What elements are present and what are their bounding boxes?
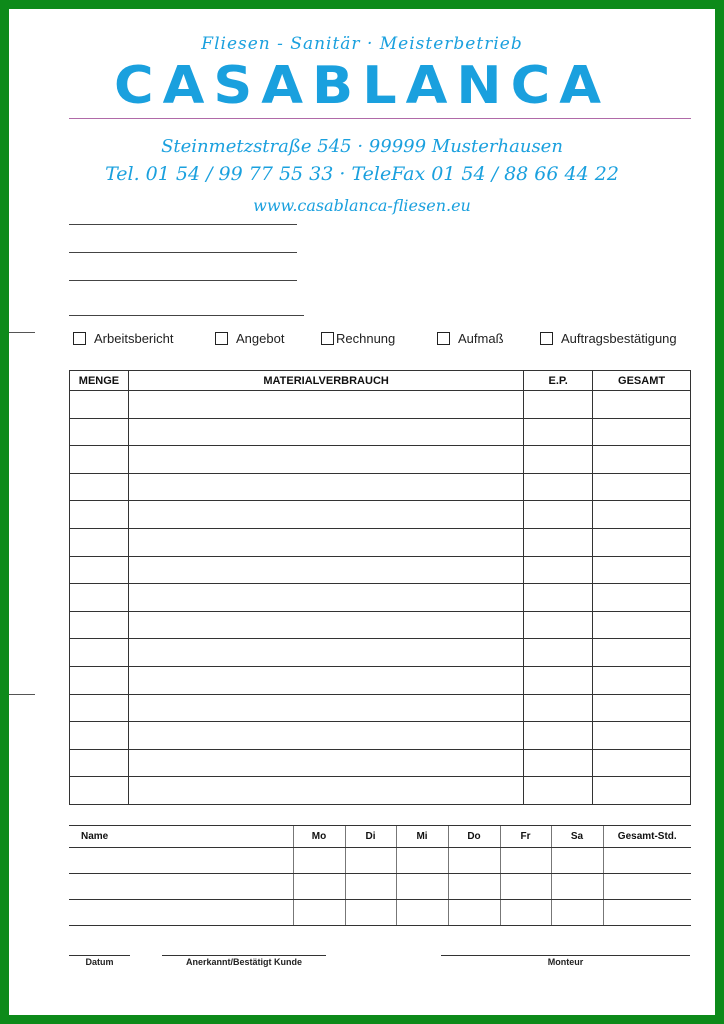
company-subtitle: Fliesen - Sanitär · Meisterbetrieb bbox=[201, 34, 523, 54]
customer-line-3[interactable] bbox=[69, 280, 297, 281]
material-cell-menge[interactable] bbox=[70, 639, 129, 667]
checkbox[interactable] bbox=[215, 332, 228, 345]
material-cell-gesamt[interactable] bbox=[593, 501, 691, 529]
material-cell-ep[interactable] bbox=[524, 722, 593, 750]
hours-cell-fr[interactable] bbox=[500, 874, 551, 900]
material-row bbox=[70, 722, 691, 750]
material-cell-material[interactable] bbox=[128, 501, 523, 529]
material-cell-material[interactable] bbox=[128, 666, 523, 694]
material-row bbox=[70, 473, 691, 501]
material-cell-material[interactable] bbox=[128, 418, 523, 446]
material-cell-menge[interactable] bbox=[70, 473, 129, 501]
company-website: www.casablanca-fliesen.eu bbox=[253, 196, 471, 215]
hours-row bbox=[69, 848, 691, 874]
checkbox[interactable] bbox=[540, 332, 553, 345]
column-header-mo: Mo bbox=[293, 826, 345, 848]
customer-signature-line[interactable] bbox=[162, 955, 326, 956]
hours-cell-sa[interactable] bbox=[551, 900, 603, 926]
hours-cell-mo[interactable] bbox=[293, 874, 345, 900]
material-cell-ep[interactable] bbox=[524, 418, 593, 446]
column-header-di: Di bbox=[345, 826, 396, 848]
hours-cell-di[interactable] bbox=[345, 900, 396, 926]
material-row bbox=[70, 391, 691, 419]
material-cell-material[interactable] bbox=[128, 722, 523, 750]
option-label: Rechnung bbox=[336, 331, 396, 346]
material-cell-material[interactable] bbox=[128, 749, 523, 777]
material-cell-menge[interactable] bbox=[70, 666, 129, 694]
fitter-signature-line[interactable] bbox=[441, 955, 690, 956]
material-cell-material[interactable] bbox=[128, 584, 523, 612]
column-header-fr: Fr bbox=[500, 826, 551, 848]
hours-cell-mo[interactable] bbox=[293, 900, 345, 926]
column-header-gesamt: GESAMT bbox=[593, 371, 691, 391]
hours-cell-fr[interactable] bbox=[500, 900, 551, 926]
option-label: Angebot bbox=[236, 331, 285, 346]
material-cell-menge[interactable] bbox=[70, 694, 129, 722]
material-cell-material[interactable] bbox=[128, 611, 523, 639]
material-cell-menge[interactable] bbox=[70, 611, 129, 639]
hours-rows bbox=[69, 848, 691, 926]
material-cell-gesamt[interactable] bbox=[593, 528, 691, 556]
material-cell-ep[interactable] bbox=[524, 749, 593, 777]
material-cell-ep[interactable] bbox=[524, 639, 593, 667]
customer-line-4[interactable] bbox=[69, 315, 304, 316]
hours-cell-name[interactable] bbox=[69, 900, 293, 926]
option-arbeitsbericht[interactable] bbox=[73, 331, 173, 346]
material-cell-gesamt[interactable] bbox=[593, 418, 691, 446]
material-row bbox=[70, 528, 691, 556]
material-cell-gesamt[interactable] bbox=[593, 584, 691, 612]
material-row bbox=[70, 501, 691, 529]
option-rechnung[interactable] bbox=[321, 331, 395, 346]
hours-cell-mi[interactable] bbox=[396, 848, 448, 874]
hours-row bbox=[69, 900, 691, 926]
option-label: Arbeitsbericht bbox=[94, 331, 174, 346]
material-cell-menge[interactable] bbox=[70, 446, 129, 474]
customer-line-2[interactable] bbox=[69, 252, 297, 253]
material-row bbox=[70, 666, 691, 694]
hours-header-row bbox=[69, 826, 691, 848]
fold-mark-bottom bbox=[9, 694, 35, 695]
hours-cell-fr[interactable] bbox=[500, 848, 551, 874]
material-row bbox=[70, 556, 691, 584]
column-header-mi: Mi bbox=[396, 826, 448, 848]
option-label: Auftragsbestätigung bbox=[561, 331, 677, 346]
material-cell-ep[interactable] bbox=[524, 501, 593, 529]
hours-cell-gesamt[interactable] bbox=[603, 848, 691, 874]
column-header-sa: Sa bbox=[551, 826, 603, 848]
material-cell-menge[interactable] bbox=[70, 528, 129, 556]
column-header-do: Do bbox=[448, 826, 500, 848]
material-cell-gesamt[interactable] bbox=[593, 749, 691, 777]
material-cell-material[interactable] bbox=[128, 446, 523, 474]
material-cell-gesamt[interactable] bbox=[593, 722, 691, 750]
option-label: Aufmaß bbox=[458, 331, 504, 346]
material-cell-material[interactable] bbox=[128, 528, 523, 556]
material-cell-gesamt[interactable] bbox=[593, 473, 691, 501]
hours-cell-do[interactable] bbox=[448, 848, 500, 874]
material-table bbox=[69, 370, 691, 805]
material-row bbox=[70, 584, 691, 612]
hours-cell-di[interactable] bbox=[345, 848, 396, 874]
material-cell-material[interactable] bbox=[128, 473, 523, 501]
material-cell-material[interactable] bbox=[128, 391, 523, 419]
material-cell-material[interactable] bbox=[128, 694, 523, 722]
material-cell-gesamt[interactable] bbox=[593, 694, 691, 722]
material-cell-gesamt[interactable] bbox=[593, 556, 691, 584]
option-aufmass[interactable] bbox=[437, 331, 504, 346]
date-label: Datum bbox=[85, 957, 114, 967]
material-cell-material[interactable] bbox=[128, 777, 523, 805]
hours-cell-do[interactable] bbox=[448, 900, 500, 926]
material-cell-menge[interactable] bbox=[70, 418, 129, 446]
material-cell-ep[interactable] bbox=[524, 391, 593, 419]
material-cell-ep[interactable] bbox=[524, 528, 593, 556]
material-cell-material[interactable] bbox=[128, 556, 523, 584]
material-cell-material[interactable] bbox=[128, 639, 523, 667]
hours-cell-di[interactable] bbox=[345, 874, 396, 900]
material-row bbox=[70, 639, 691, 667]
hours-cell-gesamt[interactable] bbox=[603, 900, 691, 926]
material-cell-menge[interactable] bbox=[70, 749, 129, 777]
hours-row bbox=[69, 874, 691, 900]
customer-line-1[interactable] bbox=[69, 224, 297, 225]
document-type-options bbox=[0, 331, 724, 351]
company-address: Steinmetzstraße 545 · 99999 Musterhausen bbox=[161, 136, 563, 157]
hours-cell-sa[interactable] bbox=[551, 874, 603, 900]
material-cell-ep[interactable] bbox=[524, 473, 593, 501]
material-row bbox=[70, 418, 691, 446]
material-rows bbox=[70, 391, 691, 805]
hours-cell-mi[interactable] bbox=[396, 900, 448, 926]
hours-cell-mo[interactable] bbox=[293, 848, 345, 874]
material-cell-gesamt[interactable] bbox=[593, 666, 691, 694]
material-cell-gesamt[interactable] bbox=[593, 391, 691, 419]
material-cell-menge[interactable] bbox=[70, 722, 129, 750]
material-cell-menge[interactable] bbox=[70, 391, 129, 419]
company-phone: Tel. 01 54 / 99 77 55 33 · TeleFax 01 54 / 88 66 44 22 bbox=[105, 163, 619, 185]
material-cell-ep[interactable] bbox=[524, 694, 593, 722]
hours-cell-name[interactable] bbox=[69, 874, 293, 900]
hours-table bbox=[69, 825, 691, 926]
hours-cell-do[interactable] bbox=[448, 874, 500, 900]
customer-signature-label: Anerkannt/Bestätigt Kunde bbox=[185, 957, 302, 967]
material-row bbox=[70, 446, 691, 474]
material-cell-menge[interactable] bbox=[70, 584, 129, 612]
material-header-row bbox=[70, 371, 691, 391]
checkbox[interactable] bbox=[437, 332, 450, 345]
material-cell-gesamt[interactable] bbox=[593, 639, 691, 667]
column-header-gesamt-std: Gesamt-Std. bbox=[603, 826, 691, 848]
material-cell-ep[interactable] bbox=[524, 777, 593, 805]
material-cell-ep[interactable] bbox=[524, 666, 593, 694]
material-cell-ep[interactable] bbox=[524, 556, 593, 584]
option-angebot[interactable] bbox=[215, 331, 284, 346]
hours-cell-gesamt[interactable] bbox=[603, 874, 691, 900]
material-row bbox=[70, 611, 691, 639]
date-signature-line[interactable] bbox=[69, 955, 130, 956]
company-brand: CASABLANCA bbox=[113, 55, 611, 116]
column-header-menge: MENGE bbox=[70, 371, 129, 391]
column-header-ep: E.P. bbox=[524, 371, 593, 391]
material-row bbox=[70, 749, 691, 777]
header-divider bbox=[69, 118, 691, 119]
material-cell-ep[interactable] bbox=[524, 446, 593, 474]
checkbox[interactable] bbox=[73, 332, 86, 345]
material-row bbox=[70, 694, 691, 722]
fitter-signature-label: Monteur bbox=[547, 957, 584, 967]
material-cell-menge[interactable] bbox=[70, 501, 129, 529]
material-row bbox=[70, 777, 691, 805]
column-header-name: Name bbox=[69, 826, 293, 848]
material-cell-gesamt[interactable] bbox=[593, 777, 691, 805]
checkbox[interactable] bbox=[321, 332, 334, 345]
material-cell-gesamt[interactable] bbox=[593, 446, 691, 474]
material-cell-menge[interactable] bbox=[70, 556, 129, 584]
column-header-materialverbrauch: MATERIALVERBRAUCH bbox=[128, 371, 523, 391]
option-auftragsbestaetigung[interactable] bbox=[540, 331, 677, 346]
material-cell-ep[interactable] bbox=[524, 584, 593, 612]
material-cell-menge[interactable] bbox=[70, 777, 129, 805]
material-cell-ep[interactable] bbox=[524, 611, 593, 639]
material-cell-gesamt[interactable] bbox=[593, 611, 691, 639]
hours-cell-name[interactable] bbox=[69, 848, 293, 874]
hours-cell-mi[interactable] bbox=[396, 874, 448, 900]
hours-cell-sa[interactable] bbox=[551, 848, 603, 874]
